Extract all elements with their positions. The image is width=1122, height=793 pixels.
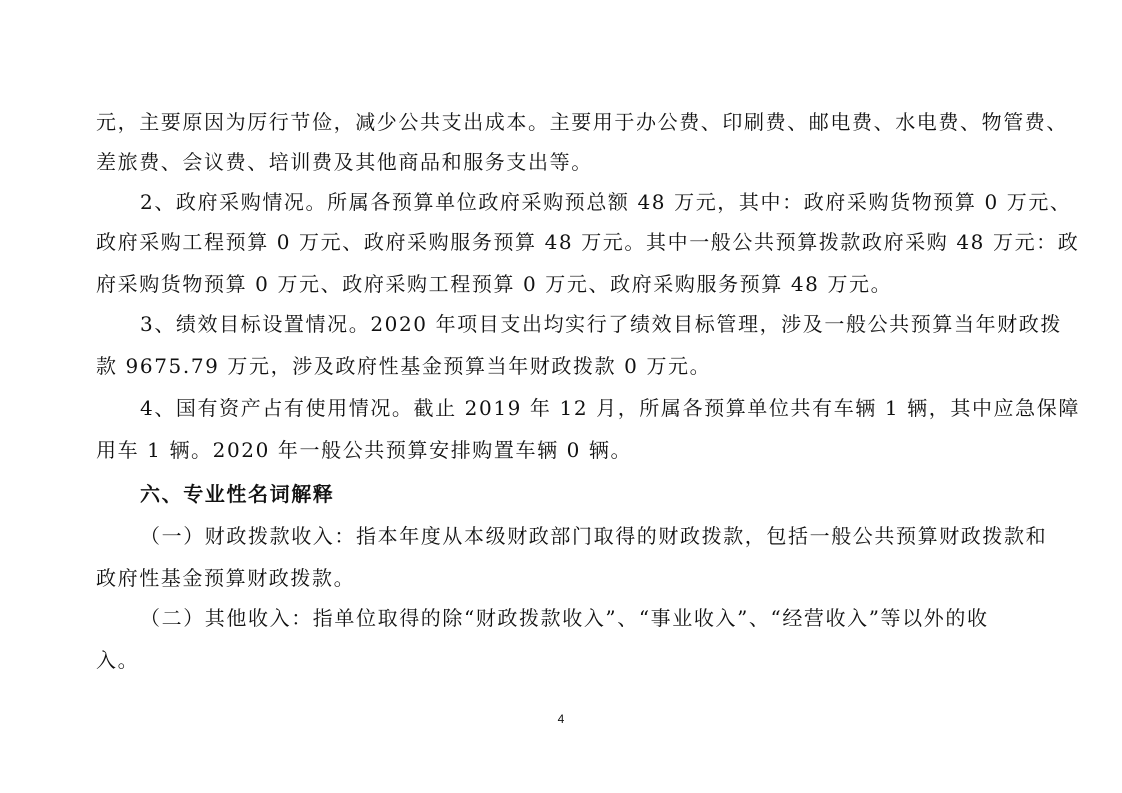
paragraph-line: 元，主要原因为厉行节俭，减少公共支出成本。主要用于办公费、印刷费、邮电费、水电费、物管费、 <box>96 110 1068 134</box>
paragraph-line: （二）其他收入：指单位取得的除“财政拨款收入”、“事业收入”、“经营收入”等以外的收 <box>140 606 989 630</box>
paragraph-line: 政府采购工程预算 0 万元、政府采购服务预算 48 万元。其中一般公共预算拨款政府采购 48 万元：政 <box>96 230 1080 254</box>
paragraph-line: 政府性基金预算财政拨款。 <box>96 566 356 590</box>
paragraph-line: 入。 <box>96 648 140 672</box>
paragraph-line: （一）财政拨款收入：指本年度从本级财政部门取得的财政拨款，包括一般公共预算财政拨款和 <box>140 524 1048 548</box>
paragraph-line: 用车 1 辆。2020 年一般公共预算安排购置车辆 0 辆。 <box>96 438 633 462</box>
paragraph-line: 府采购货物预算 0 万元、政府采购工程预算 0 万元、政府采购服务预算 48 万元。 <box>96 272 893 296</box>
paragraph-line: 差旅费、会议费、培训费及其他商品和服务支出等。 <box>96 150 593 174</box>
paragraph-line: 3、绩效目标设置情况。2020 年项目支出均实行了绩效目标管理，涉及一般公共预算当年财政拨 <box>140 312 1062 336</box>
page-number: 4 <box>557 712 565 726</box>
paragraph-line: 4、国有资产占有使用情况。截止 2019 年 12 月，所属各预算单位共有车辆 1 辆，其中应急保障 <box>140 396 1080 420</box>
section-heading: 六、专业性名词解释 <box>140 482 335 506</box>
paragraph-line: 款 9675.79 万元，涉及政府性基金预算当年财政拨款 0 万元。 <box>96 354 712 378</box>
paragraph-line: 2、政府采购情况。所属各预算单位政府采购预总额 48 万元，其中：政府采购货物预算 0 万元、 <box>140 190 1072 214</box>
